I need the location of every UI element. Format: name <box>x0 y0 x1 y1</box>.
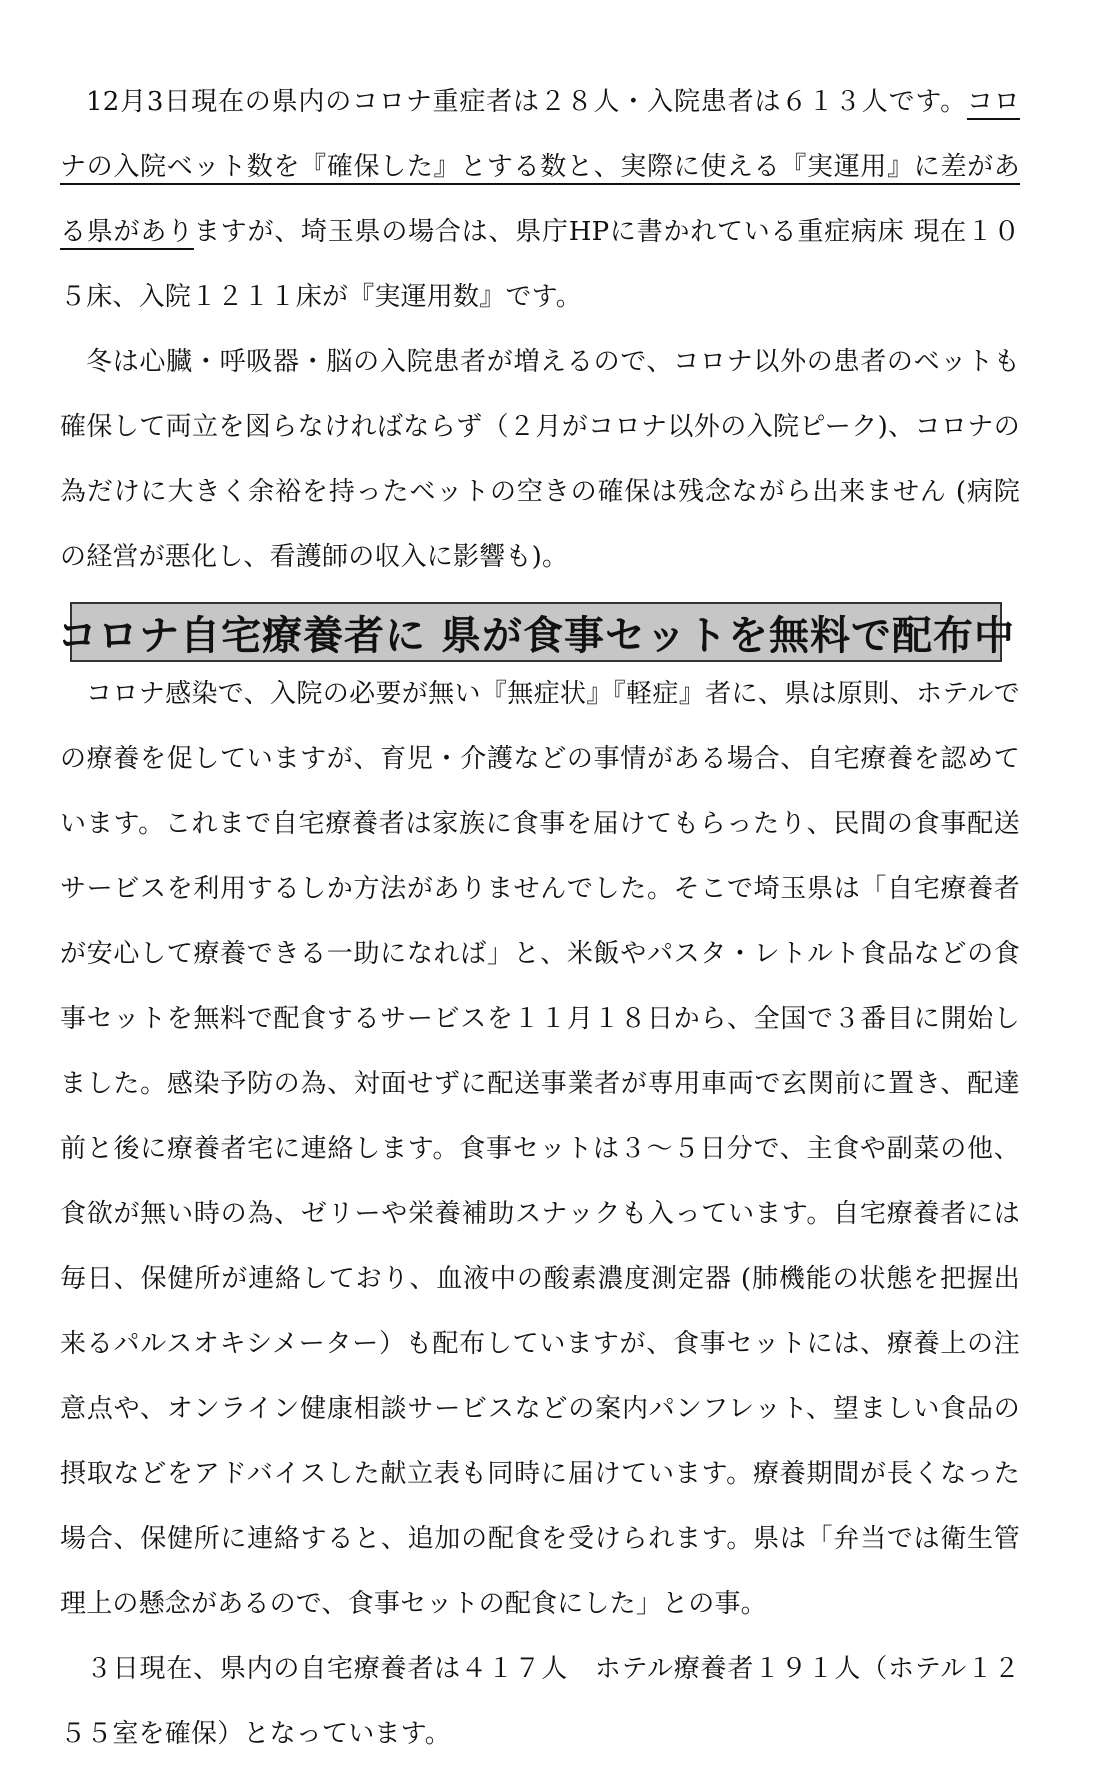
headline-title: コロナ自宅療養者に 県が食事セットを無料で配布中 <box>57 612 1015 659</box>
intro-p1-text-end: ますが、埼玉県の場合は、県庁HPに書かれている重症病床 現在１０５床、入院１２１１床が『実運用数』です。 <box>60 217 1020 312</box>
intro-p1-text: 12月3日現在の県内のコロナ重症者は２８人・入院患者は６１３人です。 <box>86 87 967 117</box>
intro-paragraph-2: 冬は心臓・呼吸器・脳の入院患者が増えるので、コロナ以外の患者のベットも確保して両立を図らなければならず（２月がコロナ以外の入院ピーク)、コロナの為だけに大きく余裕を持ったベットの空きの確保は残念ながら出来ません (病院の経営が悪化し、看護師の収入に影響も)。 <box>60 347 1020 572</box>
intro-p1-underlined-text: コロナの入院ベット数を『確保した』とする数と、実際に使える『実運用』に差がある県があり <box>60 87 1020 247</box>
headline-banner <box>57 602 1015 662</box>
article-paragraph-1: コロナ感染で、入院の必要が無い『無症状』『軽症』者に、県は原則、ホテルでの療養を促していますが、育児・介護などの事情がある場合、自宅療養を認めています。これまで自宅療養者は家族に食事を届けてもらったり、民間の食事配送サービスを利用するしか方法がありませんでした。そこで埼玉県は「自宅療養者が安心して療養できる一助になれば」と、米飯やパスタ・レトルト食品などの食事セットを無料で配食するサービスを１１月１８日から、全国で３番目に開始しました。感染予防の為、対面せずに配送事業者が専用車両で玄関前に置き、配達前と後に療養者宅に連絡します。食事セットは３～５日分で、主食や副菜の他、食欲が無い時の為、ゼリーや栄養補助スナックも入っています。自宅療養者には毎日、保健所が連絡しており、血液中の酸素濃度測定器 (肺機能の状態を把握出来るパルスオキシメーター）も配布していますが、食事セットには、療養上の注意点や、オンライン健康相談サービスなどの案内パンフレット、望ましい食品の摂取などをアドバイスした献立表も同時に届けています。療養期間が長くなった場合、保健所に連絡すると、追加の配食を受けられます。県は「弁当では衛生管理上の懸念があるので、食事セットの配食にした」との事。 <box>60 679 1020 1619</box>
intro-paragraph-1 <box>60 70 1020 330</box>
document-page <box>57 70 1020 1767</box>
article-paragraph-2: ３日現在、県内の自宅療養者は４１７人 ホテル療養者１９１人（ホテル１２５５室を確保）となっています。 <box>60 1654 1020 1749</box>
